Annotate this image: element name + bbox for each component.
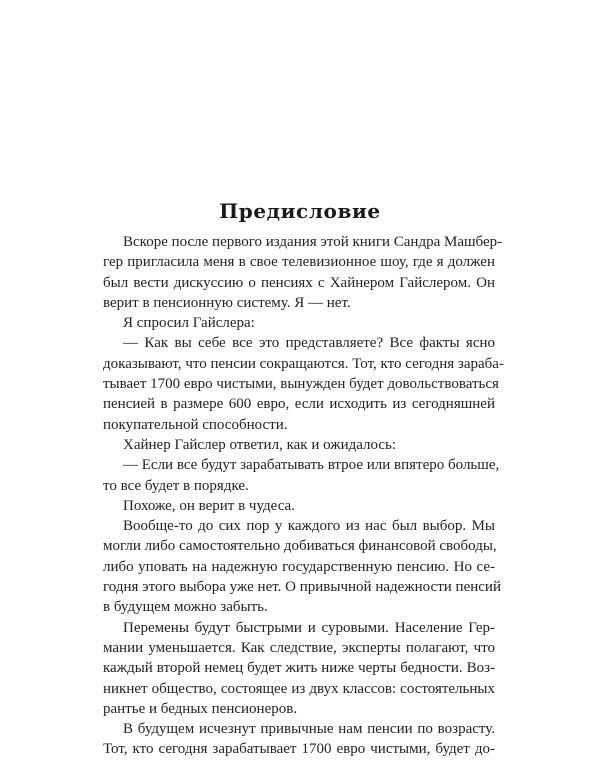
text-line: тывает 1700 евро чистыми, вынужден будет довольствоваться — [103, 376, 499, 393]
text-line: Я спросил Гайслера: — [123, 315, 255, 332]
text-line: верит в пенсионную систему. Я — нет. — [103, 294, 351, 311]
text-line: могли либо самостоятельно добиваться финансовой свободы, — [103, 538, 497, 555]
text-line: покупательной способности. — [103, 416, 288, 433]
text-line: Вскоре после первого издания этой книги Сандра Машбер- — [123, 234, 503, 250]
text-line: В будущем исчезнут привычные нам пенсии по возрасту. — [123, 721, 495, 738]
text-line: каждый второй немец будет жить ниже черты бедности. Воз- — [103, 660, 495, 677]
text-line: рантье и бедных пенсионеров. — [103, 700, 298, 717]
text-line: годня этого выбора уже нет. О привычной надежности пенсий — [103, 579, 501, 596]
text-line: мании уменьшается. Как следствие, эксперты полагают, что — [103, 639, 495, 656]
text-line: то все будет в порядке. — [103, 477, 249, 494]
text-line: доказывают, что пенсии сокращаются. Тот, кто сегодня зараба- — [103, 355, 504, 372]
text-line: никнет общество, состоящее из двух классов: состоятельных — [103, 680, 495, 697]
text-line: был вести дискуссию о пенсиях с Хайнером Гайслером. Он — [103, 274, 495, 291]
text-line: Перемены будут быстрыми и суровыми. Население Гер- — [123, 619, 495, 636]
text-line: — Как вы себе все это представляете? Все факты ясно — [123, 335, 495, 352]
body-text — [103, 232, 504, 760]
text-line: пенсией в размере 600 евро, если исходить из сегодняшней — [103, 396, 495, 413]
text-line: — Если все будут зарабатывать втрое или впятеро больше, — [123, 457, 500, 474]
text-line: либо уповать на надежную государственную пенсию. Но се- — [103, 558, 495, 575]
chapter-heading: Предисловие — [219, 199, 381, 223]
text-line: Хайнер Гайслер ответил, как и ожидалось: — [123, 436, 397, 453]
text-line: Похоже, он верит в чудеса. — [123, 497, 295, 514]
text-line: Тот, кто сегодня зарабатывает 1700 евро чистыми, будет до- — [103, 741, 495, 758]
text-line: в будущем можно забыть. — [103, 599, 268, 616]
text-line: гер пригласила меня в свое телевизионное шоу, где я должен — [103, 254, 495, 271]
text-line: Вообще-то до сих пор у каждого из нас был выбор. Мы — [123, 518, 495, 535]
